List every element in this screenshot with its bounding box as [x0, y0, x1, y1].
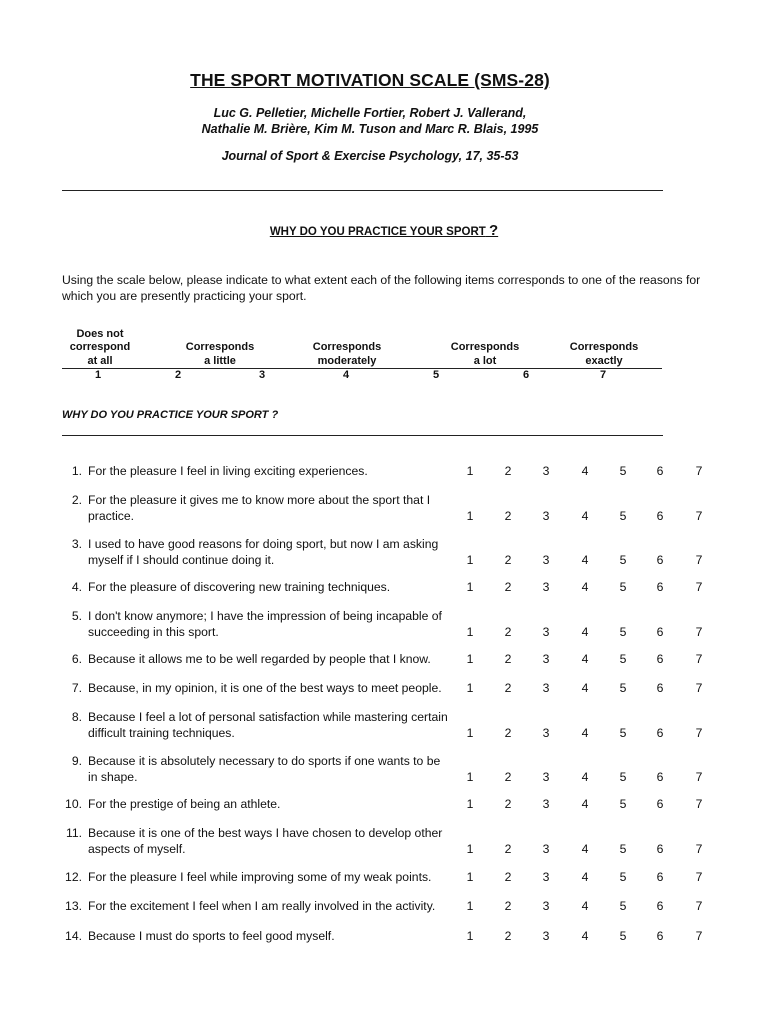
item-text-line: difficult training techniques.: [88, 725, 235, 740]
rating-option-5[interactable]: 5: [619, 508, 627, 523]
rating-option-3[interactable]: 3: [542, 797, 550, 811]
rating-option-5[interactable]: 5: [619, 580, 627, 594]
item-text: [88, 464, 460, 480]
rating-option-1[interactable]: 1: [466, 580, 474, 594]
rating-option-7[interactable]: 7: [695, 929, 703, 943]
rating-option-6[interactable]: 6: [656, 899, 664, 913]
rating-option-3[interactable]: 3: [542, 580, 550, 594]
authors: [0, 105, 740, 137]
item-text-line: Because I feel a lot of personal satisfaction while mastering certain: [88, 710, 448, 724]
item-text-line: I don't know anymore; I have the impression of being incapable of: [88, 609, 442, 623]
rating-option-5[interactable]: 5: [619, 552, 627, 567]
rating-option-3[interactable]: 3: [542, 899, 550, 913]
scale-number: 7: [599, 369, 607, 381]
item-text-line: Because it is absolutely necessary to do sports if one wants to be: [88, 754, 441, 768]
rating-option-2[interactable]: 2: [504, 841, 512, 856]
scale-label-line: Corresponds: [450, 341, 520, 353]
scale-label-line: a little: [204, 354, 236, 367]
rating-option-2[interactable]: 2: [504, 929, 512, 943]
rating-option-2[interactable]: 2: [504, 624, 512, 639]
item-number: 9.: [71, 754, 82, 768]
rating-option-5[interactable]: 5: [619, 870, 627, 884]
rating-option-4[interactable]: 4: [581, 841, 589, 856]
rating-option-6[interactable]: 6: [656, 508, 664, 523]
rating-option-7[interactable]: 7: [695, 725, 703, 740]
rating-option-7[interactable]: 7: [695, 508, 703, 523]
item-text: [88, 537, 460, 568]
question-mark: ?: [489, 222, 499, 239]
scale-number: 4: [342, 369, 350, 381]
divider-section: [62, 435, 663, 436]
item-text: [88, 580, 460, 596]
rating-option-4[interactable]: 4: [581, 580, 589, 594]
rating-option-1[interactable]: 1: [466, 870, 474, 884]
rating-option-3[interactable]: 3: [542, 769, 550, 784]
rating-option-4[interactable]: 4: [581, 929, 589, 943]
rating-option-5[interactable]: 5: [619, 652, 627, 666]
scale-label-line: exactly: [585, 354, 623, 367]
item-text: [88, 681, 460, 697]
item-number: 13.: [65, 899, 82, 913]
rating-option-4[interactable]: 4: [581, 652, 589, 666]
rating-option-2[interactable]: 2: [504, 580, 512, 594]
rating-option-4[interactable]: 4: [581, 552, 589, 567]
rating-option-2[interactable]: 2: [504, 769, 512, 784]
rating-option-1[interactable]: 1: [466, 769, 474, 784]
item-text-line: For the excitement I feel when I am really involved in the activity.: [88, 899, 436, 913]
item-number: 12.: [65, 870, 82, 884]
rating-option-1[interactable]: 1: [466, 899, 474, 913]
item-number: 3.: [71, 537, 82, 551]
rating-option-6[interactable]: 6: [656, 464, 664, 478]
rating-option-3[interactable]: 3: [542, 508, 550, 523]
rating-option-2[interactable]: 2: [504, 508, 512, 523]
rating-option-1[interactable]: 1: [466, 552, 474, 567]
rating-option-3[interactable]: 3: [542, 841, 550, 856]
rating-option-4[interactable]: 4: [581, 899, 589, 913]
scale-number: 1: [94, 369, 102, 381]
item-number: 8.: [71, 710, 82, 724]
item-number: 14.: [65, 929, 82, 943]
rating-option-1[interactable]: 1: [466, 508, 474, 523]
rating-option-7[interactable]: 7: [695, 899, 703, 913]
rating-option-4[interactable]: 4: [581, 725, 589, 740]
rating-option-6[interactable]: 6: [656, 870, 664, 884]
journal-citation: Journal of Sport & Exercise Psychology, 17, 35-53: [221, 149, 519, 163]
rating-option-3[interactable]: 3: [542, 870, 550, 884]
rating-option-2[interactable]: 2: [504, 870, 512, 884]
item-text: [88, 609, 460, 640]
rating-option-4[interactable]: 4: [581, 870, 589, 884]
rating-option-4[interactable]: 4: [581, 681, 589, 695]
rating-option-2[interactable]: 2: [504, 652, 512, 666]
scale-number: 2: [174, 369, 182, 381]
rating-option-1[interactable]: 1: [466, 725, 474, 740]
item-text: [88, 870, 460, 886]
rating-option-3[interactable]: 3: [542, 725, 550, 740]
rating-option-7[interactable]: 7: [695, 652, 703, 666]
scale-label-line: Corresponds: [312, 341, 382, 353]
item-number: 5.: [71, 609, 82, 623]
scale-label-line: at all: [87, 354, 113, 367]
scale-label: [430, 341, 540, 368]
item-text-line: myself if I should continue doing it.: [88, 552, 275, 567]
rating-option-7[interactable]: 7: [695, 552, 703, 567]
rating-option-7[interactable]: 7: [695, 580, 703, 594]
item-text: [88, 899, 460, 915]
rating-option-7[interactable]: 7: [695, 624, 703, 639]
rating-option-5[interactable]: 5: [619, 464, 627, 478]
divider-top: [62, 190, 663, 191]
rating-option-3[interactable]: 3: [542, 652, 550, 666]
scale-label-line: Does not: [76, 327, 124, 340]
rating-option-7[interactable]: 7: [695, 797, 703, 811]
rating-option-7[interactable]: 7: [695, 681, 703, 695]
authors-line-2: Nathalie M. Brière, Kim M. Tuson and Marc R. Blais, 1995: [201, 122, 539, 136]
item-text: [88, 754, 460, 785]
rating-option-3[interactable]: 3: [542, 624, 550, 639]
rating-option-5[interactable]: 5: [619, 929, 627, 943]
item-text-line: aspects of myself.: [88, 841, 186, 856]
scale-label: [292, 341, 402, 368]
rating-option-6[interactable]: 6: [656, 797, 664, 811]
scale-label-line: a lot: [473, 354, 497, 367]
item-text: [88, 797, 460, 813]
rating-option-6[interactable]: 6: [656, 929, 664, 943]
item-number: 6.: [71, 652, 82, 666]
item-text: [88, 493, 460, 524]
rating-option-2[interactable]: 2: [504, 899, 512, 913]
rating-option-2[interactable]: 2: [504, 464, 512, 478]
rating-option-3[interactable]: 3: [542, 681, 550, 695]
rating-option-1[interactable]: 1: [466, 681, 474, 695]
item-number: 4.: [71, 580, 82, 594]
instructions: Using the scale below, please indicate to what extent each of the following items corresponds to one of the reasons for which you are presently practicing your sport.: [62, 273, 701, 303]
item-number: 11.: [65, 826, 82, 840]
rating-option-1[interactable]: 1: [466, 797, 474, 811]
rating-option-6[interactable]: 6: [656, 681, 664, 695]
rating-option-6[interactable]: 6: [656, 652, 664, 666]
rating-option-6[interactable]: 6: [656, 580, 664, 594]
item-text-line: in shape.: [88, 769, 138, 784]
rating-option-2[interactable]: 2: [504, 797, 512, 811]
scale-number: 5: [432, 369, 440, 381]
item-text-line: succeeding in this sport.: [88, 624, 219, 639]
item-text-line: For the prestige of being an athlete.: [88, 797, 281, 811]
rating-option-7[interactable]: 7: [695, 464, 703, 478]
item-text: [88, 652, 460, 668]
item-text-line: For the pleasure of discovering new training techniques.: [88, 580, 391, 594]
rating-option-1[interactable]: 1: [466, 841, 474, 856]
rating-option-5[interactable]: 5: [619, 624, 627, 639]
item-text-line: Because it is one of the best ways I have chosen to develop other: [88, 826, 443, 840]
scale-number: 6: [522, 369, 530, 381]
rating-option-1[interactable]: 1: [466, 929, 474, 943]
rating-option-2[interactable]: 2: [504, 681, 512, 695]
scale-label: [45, 328, 155, 369]
scale-label-line: moderately: [317, 354, 377, 367]
item-text-line: practice.: [88, 508, 135, 523]
rating-option-5[interactable]: 5: [619, 681, 627, 695]
page-title: THE SPORT MOTIVATION SCALE (SMS-28): [190, 70, 550, 90]
rating-option-6[interactable]: 6: [656, 725, 664, 740]
rating-option-5[interactable]: 5: [619, 725, 627, 740]
item-text-line: I used to have good reasons for doing sport, but now I am asking: [88, 537, 439, 551]
rating-option-2[interactable]: 2: [504, 725, 512, 740]
rating-option-2[interactable]: 2: [504, 552, 512, 567]
rating-option-4[interactable]: 4: [581, 624, 589, 639]
scale-label-line: Corresponds: [185, 341, 255, 353]
scale-number: 3: [258, 369, 266, 381]
scale-label: [549, 341, 659, 368]
rating-option-7[interactable]: 7: [695, 841, 703, 856]
item-number: 1.: [71, 464, 82, 478]
rating-option-7[interactable]: 7: [695, 769, 703, 784]
item-number: 10.: [65, 797, 82, 811]
item-number: 2.: [71, 493, 82, 507]
rating-option-6[interactable]: 6: [656, 769, 664, 784]
scale-label: [165, 341, 275, 368]
item-text-line: For the pleasure it gives me to know more about the sport that I: [88, 493, 431, 507]
question-heading-text: WHY DO YOU PRACTICE YOUR SPORT: [269, 226, 486, 238]
rating-option-4[interactable]: 4: [581, 769, 589, 784]
rating-option-6[interactable]: 6: [656, 841, 664, 856]
item-text-line: Because I must do sports to feel good myself.: [88, 929, 335, 943]
question-heading: [0, 222, 768, 239]
rating-option-7[interactable]: 7: [695, 870, 703, 884]
rating-option-3[interactable]: 3: [542, 929, 550, 943]
rating-option-1[interactable]: 1: [466, 652, 474, 666]
rating-option-5[interactable]: 5: [619, 769, 627, 784]
rating-option-3[interactable]: 3: [542, 464, 550, 478]
item-text-line: For the pleasure I feel in living exciting experiences.: [88, 464, 368, 478]
rating-option-4[interactable]: 4: [581, 797, 589, 811]
rating-option-4[interactable]: 4: [581, 508, 589, 523]
section-heading: WHY DO YOU PRACTICE YOUR SPORT ?: [62, 409, 279, 421]
item-text: [88, 929, 460, 945]
rating-option-1[interactable]: 1: [466, 464, 474, 478]
item-text-line: Because, in my opinion, it is one of the best ways to meet people.: [88, 681, 442, 695]
rating-option-6[interactable]: 6: [656, 624, 664, 639]
rating-option-5[interactable]: 5: [619, 797, 627, 811]
item-text: [88, 826, 460, 857]
rating-option-4[interactable]: 4: [581, 464, 589, 478]
scale-label-line: Corresponds: [569, 341, 639, 353]
item-text-line: Because it allows me to be well regarded by people that I know.: [88, 652, 431, 666]
rating-option-6[interactable]: 6: [656, 552, 664, 567]
item-text: [88, 710, 460, 741]
item-text-line: For the pleasure I feel while improving some of my weak points.: [88, 870, 432, 884]
scale-label-line: correspond: [69, 341, 131, 353]
rating-option-5[interactable]: 5: [619, 841, 627, 856]
rating-option-3[interactable]: 3: [542, 552, 550, 567]
item-number: 7.: [71, 681, 82, 695]
authors-line-1: Luc G. Pelletier, Michelle Fortier, Robert J. Vallerand,: [213, 106, 527, 120]
rating-option-5[interactable]: 5: [619, 899, 627, 913]
scale-line: [62, 368, 662, 369]
rating-option-1[interactable]: 1: [466, 624, 474, 639]
